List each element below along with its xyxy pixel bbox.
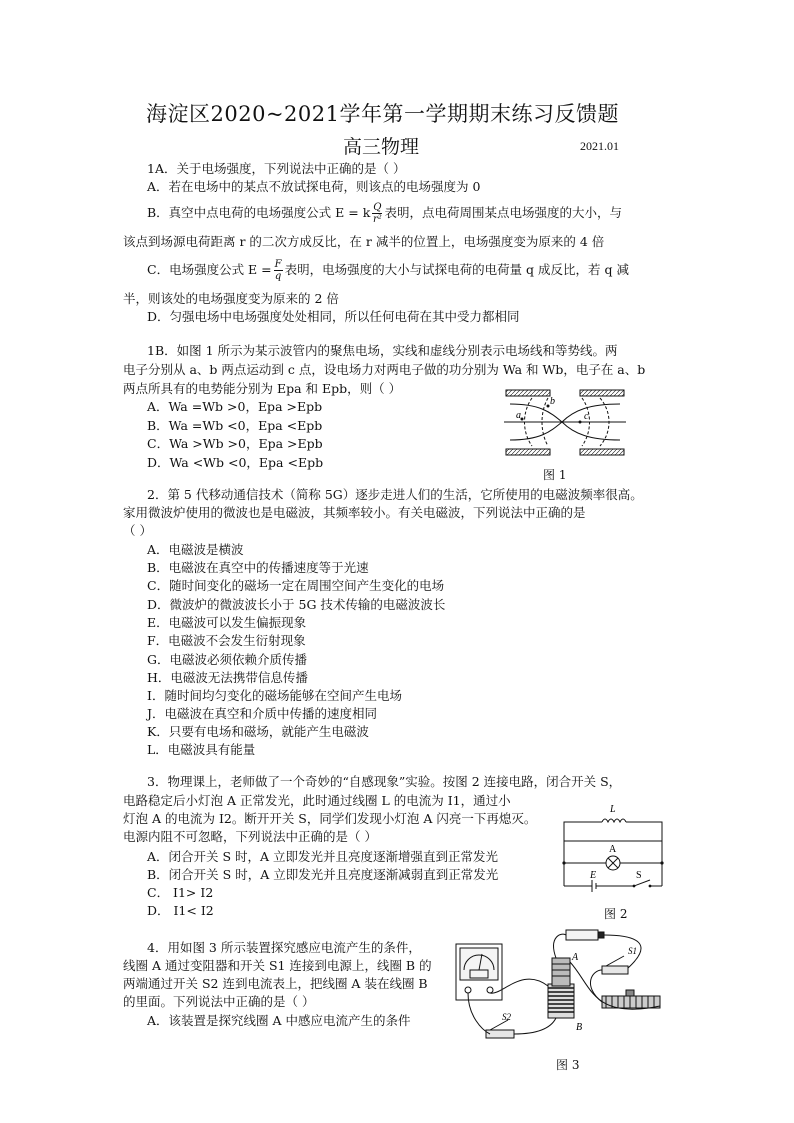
q1a-b-post: 表明，点电荷周围某点电场强度的大小，与 (384, 205, 622, 220)
q1a-b-fraction (372, 202, 382, 225)
q1b-line2: 电子分别从 a、b 两点运动到 c 点，设电场力对两电子做的功分别为 Wa 和 Wb，电子在 a、b (123, 362, 646, 377)
figure-2-caption: 图 2 (604, 907, 628, 921)
fig2-label-switch: S (636, 870, 642, 881)
q3-line4: 电源内阻不可忽略，下列说法中正确的是（ ） (123, 829, 377, 844)
fig2-label-coil: L (610, 804, 616, 815)
q2-line1: 2．第 5 代移动通信技术（简称 5G）逐步走进人们的生活，它所使用的电磁波频率很高。 (147, 487, 643, 502)
figure-1-caption: 图 1 (543, 468, 567, 482)
q4-line2: 线圈 A 通过变阻器和开关 S1 连接到电源上，线圈 B 的 (123, 958, 432, 973)
q1b-line1: 1B．如图 1 所示为某示波管内的聚焦电场，实线和虚线分别表示电场线和等势线。两 (147, 343, 618, 358)
q3-option-c: C． I1> I2 (147, 885, 214, 900)
q2-option-e: E．电磁波可以发生偏振现象 (147, 615, 307, 630)
q4-line3: 两端通过开关 S2 连到电流表上，把线圈 A 装在线圈 B (123, 976, 428, 991)
q2-option-a: A．电磁波是横波 (147, 542, 244, 557)
q2-line2: 家用微波炉使用的微波也是电磁波，其频率较小。有关电磁波，下列说法中正确的是 (123, 505, 586, 520)
q2-option-g: G．电磁波必须依赖介质传播 (147, 652, 307, 667)
q2-option-i: I．随时间均匀变化的磁场能够在空间产生电场 (147, 688, 402, 703)
q4-option-a: A．该装置是探究线圈 A 中感应电流产生的条件 (147, 1013, 411, 1028)
q2-option-d: D．微波炉的微波波长小于 5G 技术传输的电磁波波长 (147, 597, 446, 612)
q3-line3: 灯泡 A 的电流为 I2。断开开关 S，同学们发现小灯泡 A 闪亮一下再熄灭。 (123, 811, 537, 826)
q1a-b-num: Q (373, 202, 382, 213)
fig2-label-lamp: A (609, 844, 617, 855)
figure-3-apparatus (452, 926, 672, 1050)
fig1-label-b: b (550, 396, 555, 407)
q2-option-b: B．电磁波在真空中的传播速度等于光速 (147, 560, 369, 575)
q1a-option-b (147, 202, 622, 225)
fig3-label-coil-b: B (576, 1022, 583, 1033)
fig1-label-c: c (584, 411, 589, 422)
q3-option-a: A．闭合开关 S 时，A 立即发光并且亮度逐渐增强直到正常发光 (147, 849, 499, 864)
q1a-stem: 1A．关于电场强度，下列说法中正确的是（ ） (147, 161, 406, 176)
q1a-option-b-cont: 该点到场源电荷距离 r 的二次方成反比，在 r 减半的位置上，电场强度变为原来的 4 倍 (123, 234, 605, 249)
page-date: 2021.01 (580, 139, 619, 153)
q2-option-f: F．电磁波不会发生衍射现象 (147, 633, 306, 648)
q2-option-c: C．随时间变化的磁场一定在周围空间产生变化的电场 (147, 578, 445, 593)
q1b-option-c: C．Wa >Wb >0，Epa >Epb (147, 436, 323, 451)
q1b-option-b: B．Wa =Wb <0，Epa <Epb (147, 418, 323, 433)
q3-line2: 电路稳定后小灯泡 A 正常发光，此时通过线圈 L 的电流为 I1，通过小 (123, 793, 511, 808)
fig2-label-battery: E (590, 870, 597, 881)
q2-option-k: K．只要有电场和磁场，就能产生电磁波 (147, 724, 369, 739)
figure-3-caption: 图 3 (556, 1058, 580, 1072)
q3-option-d: D． I1< I2 (147, 903, 214, 918)
q1a-c-fraction (274, 259, 283, 282)
page-title: 海淀区2020~2021学年第一学期期末练习反馈题 (146, 102, 619, 126)
q2-option-l: L．电磁波具有能量 (147, 742, 256, 757)
figure-2-circuit (558, 800, 668, 900)
q1a-b-pre: B．真空中点电荷的电场强度公式 E = k (147, 205, 371, 220)
q1a-b-den: r² (372, 214, 382, 225)
q4-line4: 的里面。下列说法中正确的是（ ） (123, 994, 315, 1009)
q1a-c-pre: C．电场强度公式 E = (147, 262, 272, 277)
q3-line1: 3．物理课上，老师做了一个奇妙的“自感现象”实验。按图 2 连接电路，闭合开关 S， (147, 774, 622, 789)
q2-option-h: H．电磁波无法携带信息传播 (147, 670, 308, 685)
q2-line3: （ ） (123, 523, 152, 538)
q2-option-j: J．电磁波在真空和介质中传播的速度相同 (147, 706, 378, 721)
q1a-option-c (147, 259, 629, 282)
q1a-c-post: 表明，电场强度的大小与试探电荷的电荷量 q 成反比，若 q 减 (284, 262, 629, 277)
q4-line1: 4．用如图 3 所示装置探究感应电流产生的条件， (147, 940, 421, 955)
q3-option-b: B．闭合开关 S 时，A 立即发光并且亮度逐渐减弱直到正常发光 (147, 867, 499, 882)
q1a-c-num: F (274, 259, 282, 270)
q1a-option-c-cont: 半，则该处的电场强度变为原来的 2 倍 (123, 291, 339, 306)
q1a-option-a: A．若在电场中的某点不放试探电荷，则该点的电场强度为 0 (147, 179, 481, 194)
q1a-c-den: q (274, 271, 282, 282)
fig3-label-coil-a: A (572, 952, 579, 963)
page-subtitle: 高三物理 (343, 136, 420, 158)
fig1-label-a: a (516, 410, 521, 421)
figure-1-focusing-field (500, 382, 630, 464)
q1a-option-d: D．匀强电场中电场强度处处相同，所以任何电荷在其中受力都相同 (147, 309, 520, 324)
q1b-option-a: A．Wa =Wb >0，Epa >Epb (147, 399, 323, 414)
fig3-label-s1: S1 (628, 946, 637, 956)
q1b-option-d: D．Wa <Wb <0，Epa <Epb (147, 455, 324, 470)
fig3-label-s2: S2 (502, 1012, 511, 1022)
q1b-line3: 两点所具有的电势能分别为 Epa 和 Epb，则（ ） (123, 381, 402, 396)
